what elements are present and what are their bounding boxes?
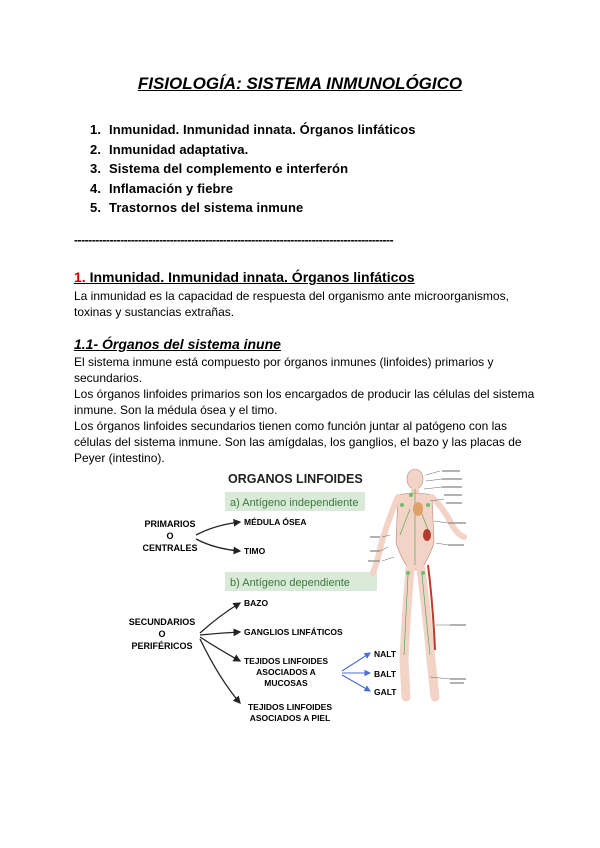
lymphoid-organs-diagram [90,465,490,735]
page-title: FISIOLOGÍA: SISTEMA INMUNOLÓGICO [137,74,463,93]
section-number: 1. [74,269,86,285]
diagram-svg [90,465,490,735]
mucosas-label-2: ASOCIADOS A [256,667,316,677]
toc-item: 1. Inmunidad. Inmunidad innata. Órganos linfáticos [90,122,416,137]
label-b: b) Antígeno dependiente [230,577,350,589]
primary-label-2: O [166,531,174,541]
arrow-galt [342,675,370,691]
mucosas-label-3: MUCOSAS [264,678,308,688]
paragraph-2: Los órganos linfoides primarios son los encargados de producir las células del sistema inmune. Son la médula ósea y el timo. [74,387,535,417]
separator-line: ------------------------------------------------------------------------------------------ [74,233,394,247]
paragraph-1: El sistema inmune está compuesto por órganos inmunes (linfoides) primarios y secundarios. [74,355,494,385]
mucosas-label-1: TEJIDOS LINFOIDES [243,656,329,666]
arrow-ganglios [200,632,240,635]
arrow-medula [196,522,240,535]
medula-label: MÉDULA ÓSEA [244,517,307,527]
secondary-label-1: SECUNDARIOS [128,617,196,627]
piel-label-2: ASOCIADOS A PIEL [249,713,331,723]
bazo-label: BAZO [244,598,269,608]
section-heading [74,269,415,285]
secondary-label-2: O [158,629,166,639]
arrow-bazo [200,603,240,633]
balt-label: BALT [374,669,397,679]
ganglios-label: GANGLIOS LINFÁTICOS [244,627,343,637]
label-a: a) Antígeno independiente [230,497,359,509]
primary-label-1: PRIMARIOS [144,519,196,529]
toc-item: 2. Inmunidad adaptativa. [90,141,249,157]
primary-label-3: CENTRALES [142,543,198,553]
nalt-label: NALT [374,649,397,659]
arrow-timo [196,539,240,551]
arrow-piel [200,639,240,703]
subsection-heading: 1.1- Órganos del sistema inune [74,336,281,352]
galt-label: GALT [374,687,397,697]
toc-item: 4. Inflamación y fiebre [90,180,234,196]
paragraph-3: Los órganos linfoides secundarios tienen como función juntar al patógeno con las células del sistema inmune. Son las amígdalas, los ganglios, el bazo y las placas de Peyer (intestino). [74,419,522,465]
secondary-label-3: PERIFÉRICOS [131,641,193,651]
section-intro: La inmunidad es la capacidad de respuesta del organismo ante microorganismos, toxinas y sustancias extrañas. [74,289,509,319]
human-body-illustration [368,469,466,697]
arrow-nalt [342,653,370,671]
timo-label: TIMO [244,546,266,556]
section-heading-text: Inmunidad. Inmunidad innata. Órganos linfáticos [89,269,415,285]
arrow-mucosas [200,637,240,661]
table-of-contents [90,120,416,218]
piel-label-1: TEJIDOS LINFOIDES [247,702,333,712]
toc-item: 5. Trastornos del sistema inmune [90,200,304,215]
toc-item: 3. Sistema del complemento e interferón [90,161,349,176]
diagram-title: ORGANOS LINFOIDES [228,472,363,486]
